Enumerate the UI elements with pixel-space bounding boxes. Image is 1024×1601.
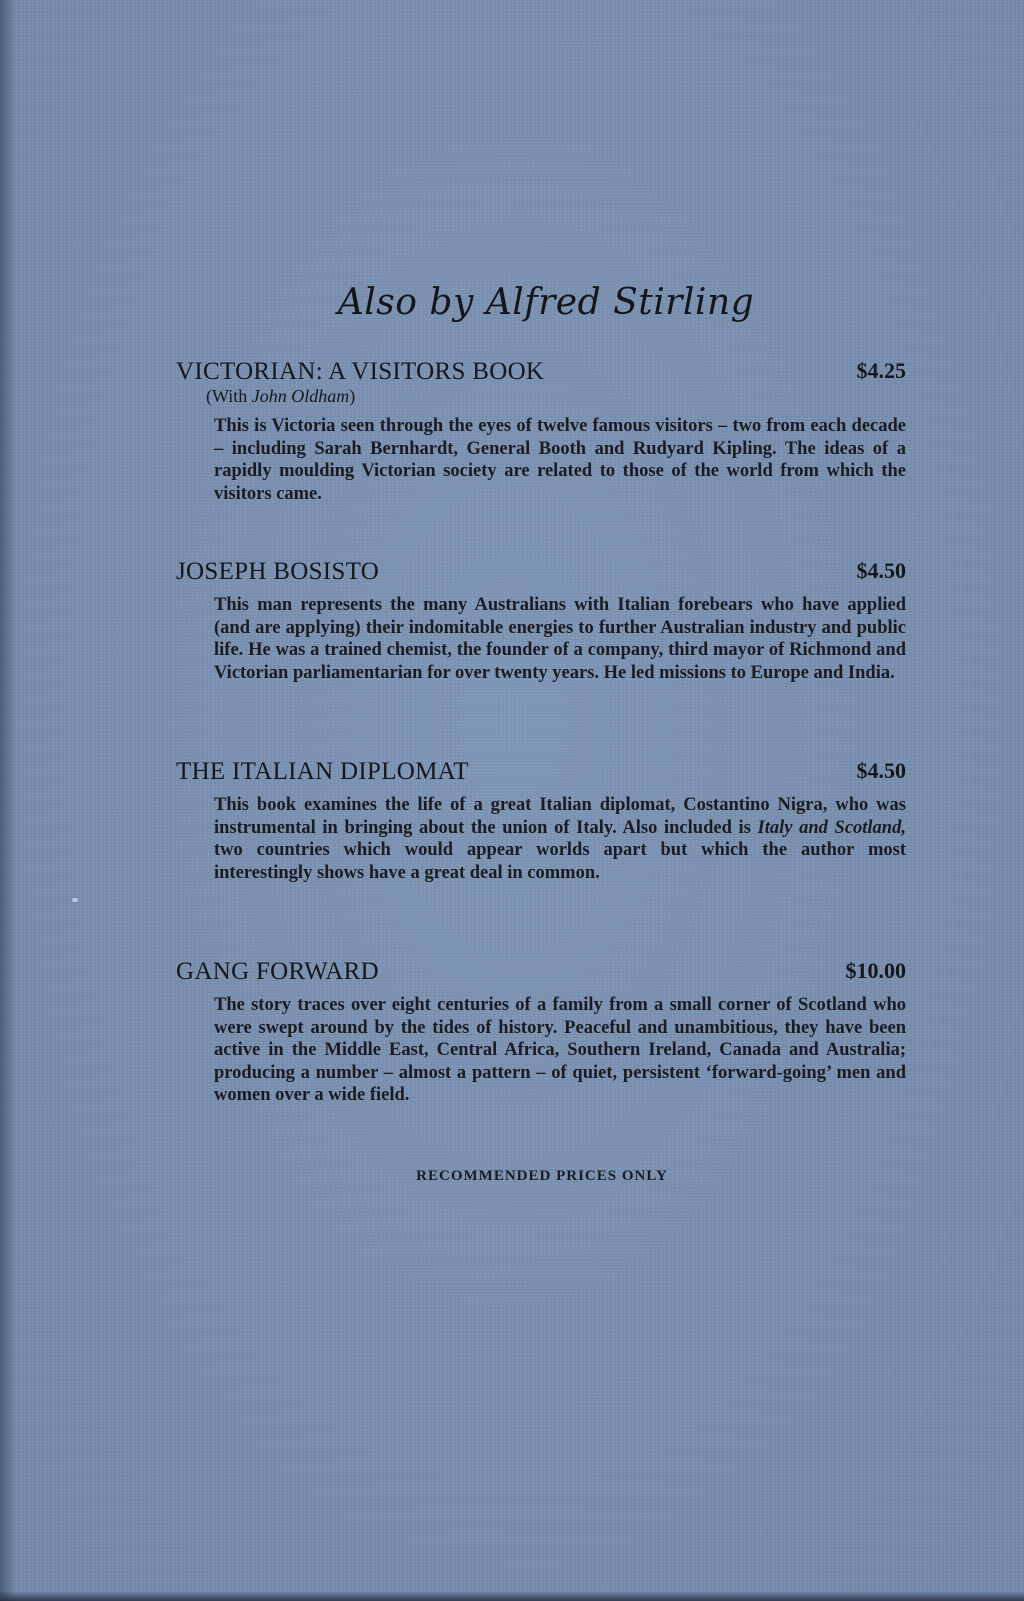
- cover-bottom-edge-shadow: [0, 1591, 1024, 1601]
- book-description: This is Victoria seen through the eyes of twelve famous visitors – two from each decade – including Sarah Bernhardt, General Booth and Rudyard Kipling. The ideas of a rapidly moulding Victorian society are related to those of the world from which the visitors came.: [214, 416, 906, 504]
- book-description: [214, 794, 906, 884]
- book-entry-header: [176, 958, 906, 988]
- description-text: This book examines the life of a great Italian diplomat, Costantino Nigra, who was instrumental in bringing about the union of Italy. Also included is: [214, 795, 906, 838]
- book-entry-victorian: [176, 358, 906, 505]
- book-title: JOSEPH BOSISTO: [176, 558, 380, 585]
- book-description: The story traces over eight centuries of a family from a small corner of Scotland who were swept around by the tides of history. Peaceful and unambitious, they have been active in the Middle East, Central Africa, Southern Ireland, Canada and Australia; producing a number – almost a pattern – of quiet, persistent ‘forward-going’ men and women over a wide field.: [214, 995, 906, 1105]
- book-entry-header: [176, 758, 906, 788]
- book-entry-header: [176, 558, 906, 588]
- book-description: This man represents the many Australians with Italian forebears who have applied (and are applying) their indomitable energies to further Australian industry and public life. He was a trained chemist, the founder of a company, third mayor of Richmond and Victorian parliamentarian for over twenty years. He led missions to Europe and India.: [214, 595, 906, 683]
- paper-speck: [72, 898, 78, 902]
- book-entry-header: [176, 358, 906, 388]
- coauthor-prefix: (With: [206, 386, 252, 406]
- cover-left-edge-shadow: [0, 0, 16, 1601]
- book-price: $4.50: [856, 558, 906, 583]
- book-entry-italian-diplomat: [176, 758, 906, 884]
- coauthor-suffix: ): [349, 386, 356, 406]
- book-entry-joseph-bosisto: [176, 558, 906, 684]
- book-title: VICTORIAN: A VISITORS BOOK: [176, 358, 545, 385]
- description-italic-title: Italy and Scotland,: [757, 817, 906, 838]
- description-text: two countries which would appear worlds apart but which the author most interestingly shows have a great deal in common.: [214, 840, 906, 883]
- book-price: $4.50: [856, 758, 906, 783]
- book-price: $4.25: [856, 358, 906, 383]
- book-coauthor-note: [206, 386, 906, 407]
- page-title: Also by Alfred Stirling: [337, 282, 755, 323]
- price-disclaimer: RECOMMENDED PRICES ONLY: [416, 1168, 668, 1184]
- book-price: $10.00: [845, 958, 906, 983]
- book-title: THE ITALIAN DIPLOMAT: [176, 758, 469, 785]
- coauthor-name: John Oldham: [251, 386, 350, 406]
- book-title: GANG FORWARD: [176, 958, 379, 985]
- book-entry-gang-forward: [176, 958, 906, 1107]
